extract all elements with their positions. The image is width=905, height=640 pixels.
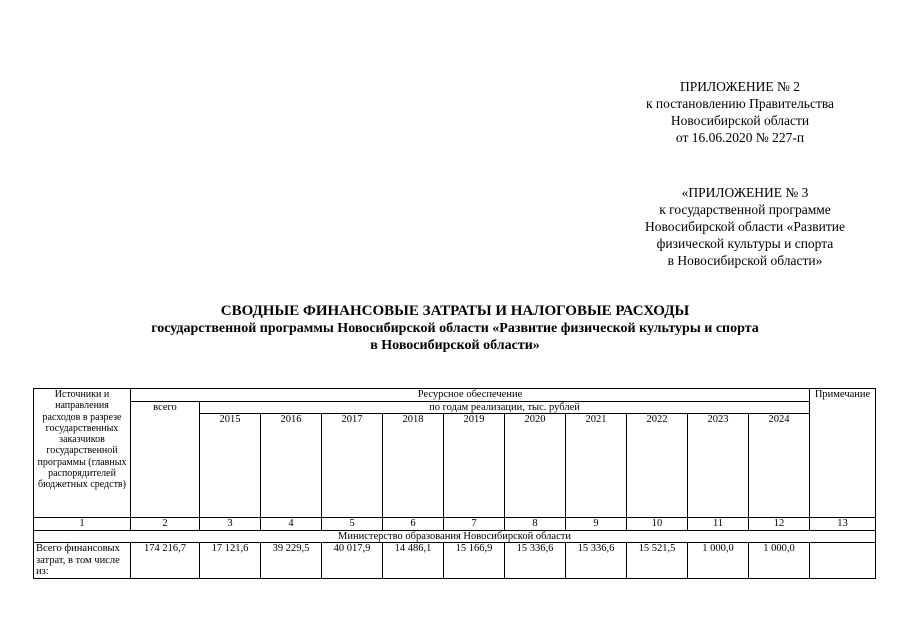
appendix-3-line: в Новосибирской области»: [667, 253, 823, 268]
header-by-years: по годам реализации, тыс. рублей: [200, 401, 810, 414]
column-number: 6: [383, 518, 444, 531]
header-year: 2020: [505, 414, 566, 518]
row-total: 174 216,7: [131, 543, 200, 579]
appendix-2-line: Новосибирской области: [670, 113, 810, 128]
row-value: 15 521,5: [627, 543, 688, 579]
header-year: 2015: [200, 414, 261, 518]
document-title: [40, 303, 870, 354]
row-value: 15 336,6: [566, 543, 627, 579]
appendix-3-line: физической культуры и спорта: [656, 236, 834, 251]
row-note: [810, 543, 876, 579]
header-year: 2023: [688, 414, 749, 518]
column-number: 4: [261, 518, 322, 531]
header-year: 2022: [627, 414, 688, 518]
column-number: 2: [131, 518, 200, 531]
row-value: 15 166,9: [444, 543, 505, 579]
row-value: 1 000,0: [749, 543, 810, 579]
financial-costs-table: [33, 388, 876, 579]
title-line-2: государственной программы Новосибирской области «Развитие физической культуры и спорта: [151, 321, 759, 336]
header-year: 2018: [383, 414, 444, 518]
appendix-2-block: [600, 78, 880, 146]
column-number: 3: [200, 518, 261, 531]
column-number: 8: [505, 518, 566, 531]
column-number: 13: [810, 518, 876, 531]
row-value: 15 336,6: [505, 543, 566, 579]
appendix-2-line: от 16.06.2020 № 227-п: [675, 130, 805, 145]
column-number: 1: [34, 518, 131, 531]
appendix-3-line: «ПРИЛОЖЕНИЕ № 3: [681, 185, 809, 200]
header-year: 2024: [749, 414, 810, 518]
section-title: Министерство образования Новосибирской области: [34, 530, 876, 543]
appendix-3-line: к государственной программе: [659, 202, 831, 217]
header-source: Источники и направления расходов в разрезе государственных заказчиков государственной программы (главных распорядителей бюджетных средств): [34, 389, 131, 518]
table-row: [34, 543, 876, 579]
column-number: 10: [627, 518, 688, 531]
header-year: 2019: [444, 414, 505, 518]
row-value: 39 229,5: [261, 543, 322, 579]
header-year: 2021: [566, 414, 627, 518]
row-value: 40 017,9: [322, 543, 383, 579]
column-number: 7: [444, 518, 505, 531]
row-label: Всего финансовых затрат, в том числе из:: [34, 543, 131, 579]
header-note: Примечание: [810, 389, 876, 518]
column-number: 11: [688, 518, 749, 531]
appendix-3-block: [600, 184, 890, 269]
column-number: 5: [322, 518, 383, 531]
row-value: 14 486,1: [383, 543, 444, 579]
header-resources: Ресурсное обеспечение: [131, 389, 810, 402]
appendix-3-line: Новосибирской области «Развитие: [645, 219, 845, 234]
title-line-3: в Новосибирской области»: [370, 338, 540, 353]
row-value: 1 000,0: [688, 543, 749, 579]
header-total: всего: [131, 401, 200, 518]
appendix-2-line: к постановлению Правительства: [645, 96, 835, 111]
header-year: 2017: [322, 414, 383, 518]
title-line-1: СВОДНЫЕ ФИНАНСОВЫЕ ЗАТРАТЫ И НАЛОГОВЫЕ РАСХОДЫ: [220, 303, 690, 319]
header-year: 2016: [261, 414, 322, 518]
appendix-2-line: ПРИЛОЖЕНИЕ № 2: [679, 79, 801, 94]
column-number: 9: [566, 518, 627, 531]
column-number: 12: [749, 518, 810, 531]
row-value: 17 121,6: [200, 543, 261, 579]
